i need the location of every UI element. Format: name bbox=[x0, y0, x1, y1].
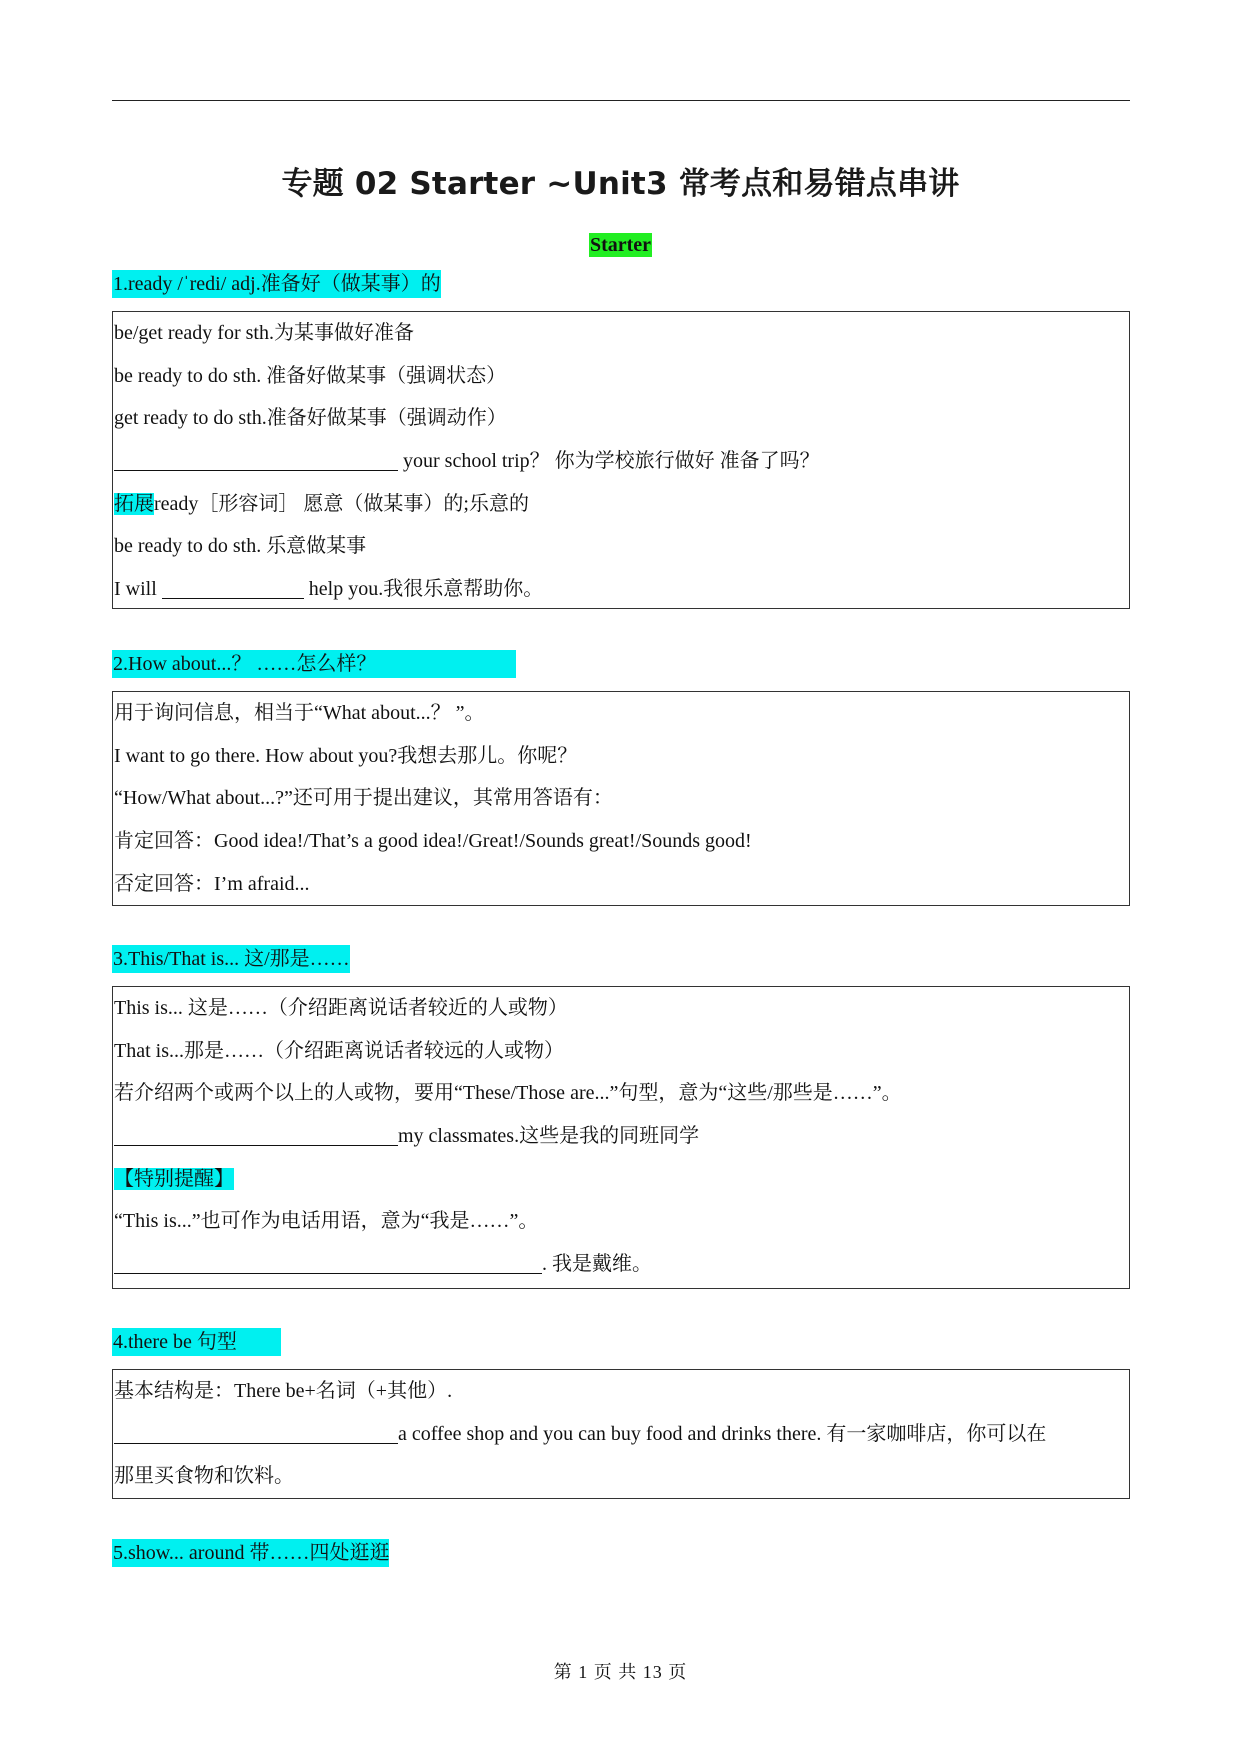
box-line bbox=[113, 1413, 1129, 1456]
box-line bbox=[113, 1158, 1129, 1201]
box-line: 若介绍两个或两个以上的人或物，要用“These/Those are...”句型，意为“这些/那些是……”。 bbox=[114, 1082, 902, 1105]
box-line bbox=[113, 1115, 1129, 1158]
box-line bbox=[113, 1243, 1129, 1286]
box-line: “How/What about...?”还可用于提出建议，其常用答语有： bbox=[114, 787, 613, 810]
box-this-that bbox=[112, 986, 1130, 1289]
box-line: 肯定回答：Good idea!/That’s a good idea!/Great!/Sounds great!/Sounds good! bbox=[114, 830, 752, 853]
fill-in-blank[interactable] bbox=[114, 448, 398, 471]
box-line: I want to go there. How about you?我想去那儿。你呢？ bbox=[114, 744, 578, 767]
fill-in-blank[interactable] bbox=[114, 1251, 542, 1274]
box-line: 用于询问信息，相当于“What about...？ ”。 bbox=[114, 702, 485, 724]
line-text: my classmates.这些是我的同班同学 bbox=[398, 1125, 700, 1148]
heading-this-that bbox=[112, 945, 350, 973]
section-label bbox=[0, 234, 1241, 257]
heading-ready bbox=[112, 270, 441, 298]
line-text: ready［形容词］ 愿意（做某事）的;乐意的 bbox=[154, 492, 529, 515]
box-line: be ready to do sth. 乐意做某事 bbox=[114, 535, 367, 558]
box-how-about bbox=[112, 691, 1130, 906]
section-label-text: Starter bbox=[589, 234, 652, 256]
box-line: That is...那是……（介绍距离说话者较远的人或物） bbox=[114, 1039, 564, 1062]
heading-show-around bbox=[112, 1539, 389, 1567]
box-there-be bbox=[112, 1369, 1130, 1499]
heading-text bbox=[112, 1328, 281, 1356]
box-line: be/get ready for sth.为某事做好准备 bbox=[114, 322, 414, 344]
page-footer: 第 1 页 共 13 页 bbox=[553, 1662, 688, 1682]
box-line: get ready to do sth.准备好做某事（强调动作） bbox=[114, 407, 507, 430]
expand-tag: 拓展 bbox=[114, 492, 154, 515]
line-text: I will bbox=[114, 578, 162, 601]
line-text: . 我是戴维。 bbox=[542, 1253, 652, 1276]
fill-in-blank[interactable] bbox=[114, 1421, 398, 1444]
box-ready bbox=[112, 311, 1130, 609]
box-line: “This is...”也可作为电话用语，意为“我是……”。 bbox=[114, 1210, 539, 1233]
heading-how-about bbox=[112, 650, 516, 678]
special-note-tag: 【特别提醒】 bbox=[114, 1167, 234, 1190]
header-rule bbox=[112, 100, 1130, 101]
heading-there-be bbox=[112, 1328, 281, 1356]
box-line bbox=[113, 568, 1129, 611]
line-text: your school trip？ 你为学校旅行做好 准备了吗？ bbox=[398, 450, 820, 473]
fill-in-blank[interactable] bbox=[162, 576, 304, 599]
box-line bbox=[113, 440, 1129, 483]
box-line bbox=[113, 483, 1129, 526]
box-line: 那里买食物和饮料。 bbox=[114, 1465, 294, 1488]
line-text: help you.我很乐意帮助你。 bbox=[303, 578, 544, 601]
box-line: 基本结构是：There be+名词（+其他）. bbox=[114, 1380, 453, 1402]
document-title: 专题 02 Starter ~Unit3 常考点和易错点串讲 bbox=[281, 166, 960, 202]
heading-text: 3.This/That is... 这/那是…… bbox=[112, 945, 350, 973]
heading-text: 1.ready /ˈredi/ adj.准备好（做某事）的 bbox=[112, 270, 441, 298]
heading-label: 2.How about...？ ……怎么样？ bbox=[113, 653, 377, 675]
line-text: a coffee shop and you can buy food and drinks there. 有一家咖啡店，你可以在 bbox=[398, 1422, 1047, 1445]
heading-label: 4.there be 句型 bbox=[113, 1331, 237, 1353]
box-line: be ready to do sth. 准备好做某事（强调状态） bbox=[114, 364, 507, 387]
box-line: This is... 这是……（介绍距离说话者较近的人或物） bbox=[114, 997, 568, 1019]
box-line: 否定回答：I’m afraid... bbox=[114, 872, 310, 895]
heading-text bbox=[112, 650, 516, 678]
fill-in-blank[interactable] bbox=[114, 1123, 398, 1146]
heading-text: 5.show... around 带……四处逛逛 bbox=[112, 1539, 389, 1567]
